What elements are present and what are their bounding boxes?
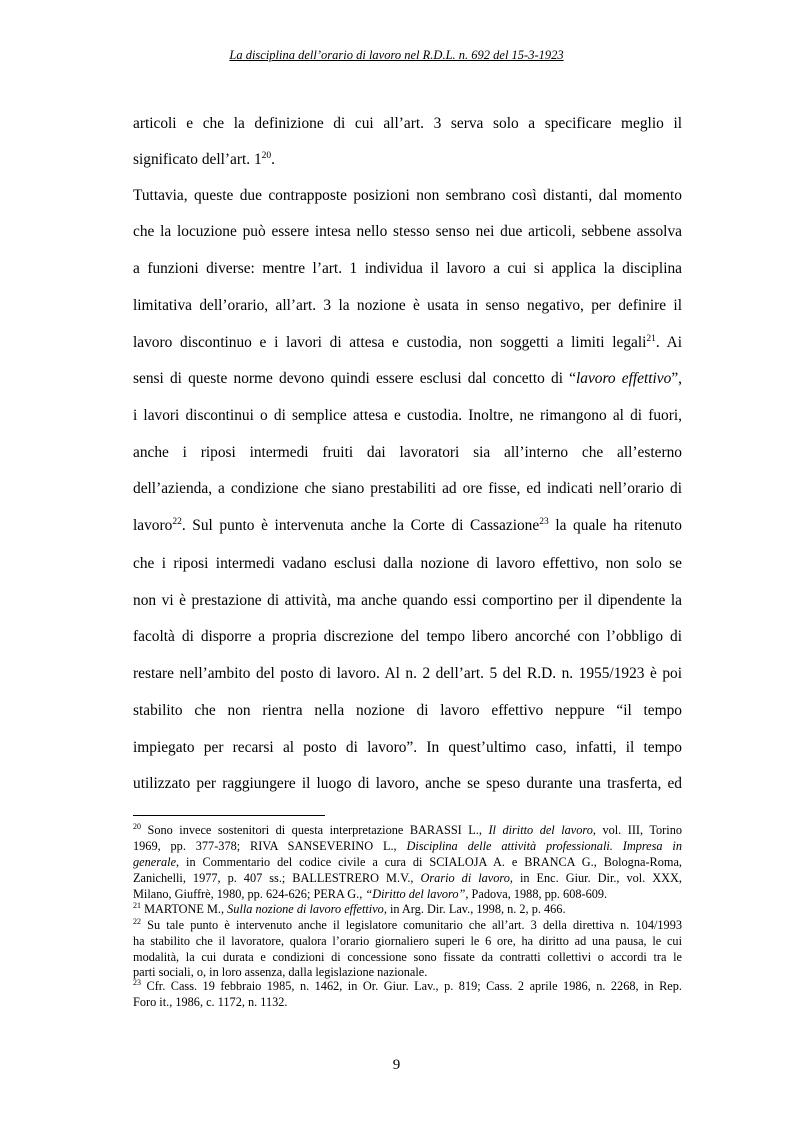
footnote-22-line: parti sociali, o, in loro assenza, dalla legislazione nazionale. (133, 965, 428, 979)
body-line: non vi è prestazione di attività, ma anche quando essi comportino per il dipendente la (133, 592, 682, 609)
body-line: lavoro discontinuo e i lavori di attesa e custodia, non soggetti a limiti legali$^{21}$. Ai (133, 334, 682, 351)
body-line: utilizzato per raggiungere il luogo di lavoro, anche se speso durante una trasferta, ed (133, 775, 682, 792)
footnote-21: $^{21}$ MARTONE M., Sulla nozione di lavoro effettivo, in Arg. Dir. Lav., 1998, n. 2, p. 466. (133, 901, 566, 916)
footnote-20-line: 1969, pp. 377-378; RIVA SANSEVERINO L., Disciplina delle attività professionali. Impresa in (133, 839, 682, 853)
footnote-20-line: Milano, Giuffrè, 1980, pp. 624-626; PERA G., “Diritto del lavoro”, Padova, 1988, pp. 608-609. (133, 887, 608, 901)
body-line: anche i riposi intermedi fruiti dai lavoratori sia all’interno che all’esterno (133, 444, 682, 461)
body-line: a funzioni diverse: mentre l’art. 1 individua il lavoro a cui si applica la disciplina (133, 260, 682, 277)
running-title: La disciplina dell’orario di lavoro nel R.D.L. n. 692 del 15-3-1923 (229, 48, 564, 62)
footnote-ref-22[interactable]: 22 (172, 517, 182, 527)
footnote-23-line: Foro it., 1986, c. 1172, n. 1132. (133, 995, 288, 1009)
body-line: sensi di queste norme devono quindi essere esclusi dal concetto di “lavoro effettivo”, (133, 370, 683, 387)
body-line: significato dell’art. $1^{20}$. (133, 151, 276, 168)
body-line: dell’azienda, a condizione che siano prestabiliti ad ore fisse, ed indicati nell’orario di (133, 480, 682, 497)
body-line: i lavori discontinui o di semplice attesa e custodia. Inoltre, ne rimangono al di fuori, (133, 407, 682, 424)
body-line: articoli e che la definizione di cui all’art. 3 serva solo a specificare meglio il (133, 115, 682, 132)
footnote-20-line: generale, in Commentario del codice civile a cura di SCIALOJA A. e BRANCA G., Bologna-Roma, (133, 855, 682, 869)
footnote-ref-21[interactable]: 21 (646, 334, 656, 344)
body-line: impiegato per recarsi al posto di lavoro”. In quest’ultimo caso, infatti, il tempo (133, 739, 682, 756)
footnote-23: $^{23}$ Cfr. Cass. 19 febbraio 1985, n. 1462, in Or. Giur. Lav., p. 819; Cass. 2 aprile 1986, n. 2268, in Rep. (133, 978, 682, 993)
footnote-separator (133, 815, 325, 816)
body-line: lavoro$^{22}$. Sul punto è intervenuta anche la Corte di Cassazione$^{23}$ la quale ha ritenuto (133, 517, 682, 534)
footnote-22-line: modalità, la cui durata e condizioni di concessione sono fissate da contratti collettivi o accordi tra le (133, 950, 682, 964)
footnote-ref-23[interactable]: 23 (539, 517, 549, 527)
body-line: che la locuzione può essere intesa nello stesso senso nei due articoli, sebbene assolva (133, 223, 682, 240)
body-line: Tuttavia, queste due contrapposte posizioni non sembrano così distanti, dal momento (133, 187, 682, 204)
footnote-22-line: ha stabilito che il lavoratore, qualora l’orario giornaliero superi le 6 ore, ha diritto ad una pausa, le cui (133, 934, 682, 948)
footnote-22: $^{22}$ Su tale punto è intervenuto anche il legislatore comunitario che all’art. 3 della direttiva n. 104/1993 (133, 917, 682, 932)
body-line: limitativa dell’orario, all’art. 3 la nozione è usata in senso negativo, per definire il (133, 297, 682, 314)
body-line: facoltà di disporre a propria discrezione del tempo libero ancorché con l’obbligo di (133, 628, 682, 645)
footnote-20: $^{20}$ Sono invece sostenitori di questa interpretazione BARASSI L., Il diritto del lavoro, vol. III, Torino (133, 822, 682, 837)
body-line: che i riposi intermedi vadano esclusi dalla nozione di lavoro effettivo, non solo se (133, 555, 682, 572)
page-number: 9 (392, 1057, 401, 1073)
footnote-20-line: Zanichelli, 1977, p. 407 ss.; BALLESTRERO M.V., Orario di lavoro, in Enc. Giur. Dir., vol. XXX, (133, 871, 682, 885)
body-line: restare nell’ambito del posto di lavoro. Al n. 2 dell’art. 5 del R.D. n. 1955/1923 è poi (133, 665, 682, 682)
footnote-ref-20[interactable]: 20 (261, 151, 272, 161)
body-line: stabilito che non rientra nella nozione di lavoro effettivo neppure “il tempo (133, 702, 682, 719)
running-header (0, 48, 793, 63)
